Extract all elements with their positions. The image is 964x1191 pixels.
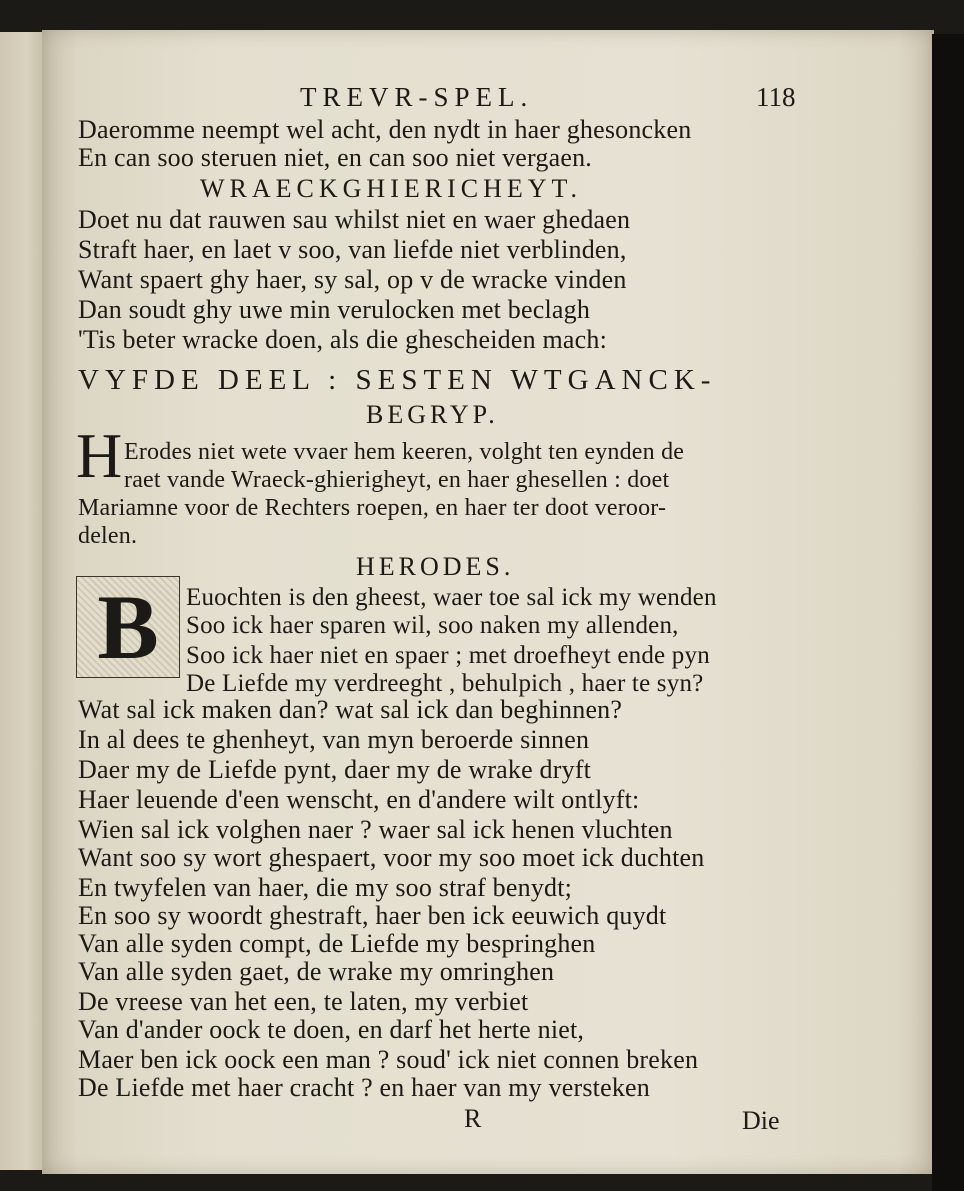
verse-line: Soo ick haer niet en spaer ; met droefheyt ende pyn (186, 642, 710, 669)
verse-line: In al dees te ghenheyt, van myn beroerde sinnen (78, 725, 590, 754)
section-heading: VYFDE DEEL : SESTEN WTGANCK- (78, 364, 717, 396)
verse-line: Haer leuende d'een wenscht, en d'andere wilt ontlyft: (78, 785, 640, 814)
verse-line: Wat sal ick maken dan? wat sal ick dan beghinnen? (78, 695, 623, 724)
verse-line: En twyfelen van haer, die my soo straf benydt; (78, 873, 573, 902)
verse-line: 'Tis beter wracke doen, als die ghescheiden mach: (78, 325, 608, 354)
catchword: Die (742, 1106, 780, 1135)
verse-line: Euochten is den gheest, waer toe sal ick my wenden (186, 584, 717, 611)
section-subheading: BEGRYP. (366, 400, 499, 429)
verse-line: Wien sal ick volghen naer ? waer sal ick henen vluchten (78, 815, 673, 844)
page-number: 118 (756, 82, 796, 112)
verse-line: Daeromme neempt wel acht, den nydt in haer ghesoncken (78, 115, 692, 144)
speaker-name: WRAECKGHIERICHEYT. (200, 174, 582, 203)
verse-line: Dan soudt ghy uwe min verulocken met beclagh (78, 295, 591, 324)
verse-line: De vreese van het een, te laten, my verbiet (78, 987, 529, 1016)
summary-line: Mariamne voor de Rechters roepen, en haer ter doot veroor- (78, 495, 667, 521)
verse-line: En can soo steruen niet, en can soo niet vergaen. (78, 143, 592, 172)
verse-line: De Liefde my verdreeght , behulpich , haer te syn? (186, 670, 704, 697)
verse-line: Straft haer, en laet v soo, van liefde niet verblinden, (78, 235, 627, 264)
summary-drop-cap: H (76, 420, 123, 491)
summary-line: Erodes niet wete vvaer hem keeren, volght ten eynden de (124, 439, 685, 465)
running-head: TREVR-SPEL. (300, 82, 534, 112)
verse-line: Soo ick haer sparen wil, soo naken my allenden, (186, 612, 679, 639)
verse-line: De Liefde met haer cracht ? en haer van my versteken (78, 1073, 650, 1102)
signature-mark: R (464, 1104, 482, 1133)
verse-line: Van alle syden compt, de Liefde my bespringhen (78, 929, 596, 958)
summary-line: delen. (78, 523, 138, 549)
verse-line: Maer ben ick oock een man ? soud' ick niet connen breken (78, 1045, 699, 1074)
verse-line: En soo sy woordt ghestraft, haer ben ick eeuwich quydt (78, 901, 667, 930)
drop-cap-letter: B (97, 576, 159, 678)
verse-line: Van alle syden gaet, de wrake my omringhen (78, 957, 555, 986)
left-page-edge (0, 32, 45, 1170)
speaker-name: HERODES. (356, 552, 515, 581)
verse-line: Daer my de Liefde pynt, daer my de wrake dryft (78, 755, 592, 784)
summary-line: raet vande Wraeck-ghierigheyt, en haer ghesellen : doet (124, 467, 670, 493)
verse-line: Want spaert ghy haer, sy sal, op v de wracke vinden (78, 265, 627, 294)
verse-line: Want soo sy wort ghespaert, voor my soo moet ick duchten (78, 843, 705, 872)
ornamental-drop-cap (76, 576, 180, 678)
right-shadow (932, 34, 964, 1191)
verse-line: Van d'ander oock te doen, en darf het herte niet, (78, 1015, 585, 1044)
verse-line: Doet nu dat rauwen sau whilst niet en waer ghedaen (78, 205, 631, 234)
